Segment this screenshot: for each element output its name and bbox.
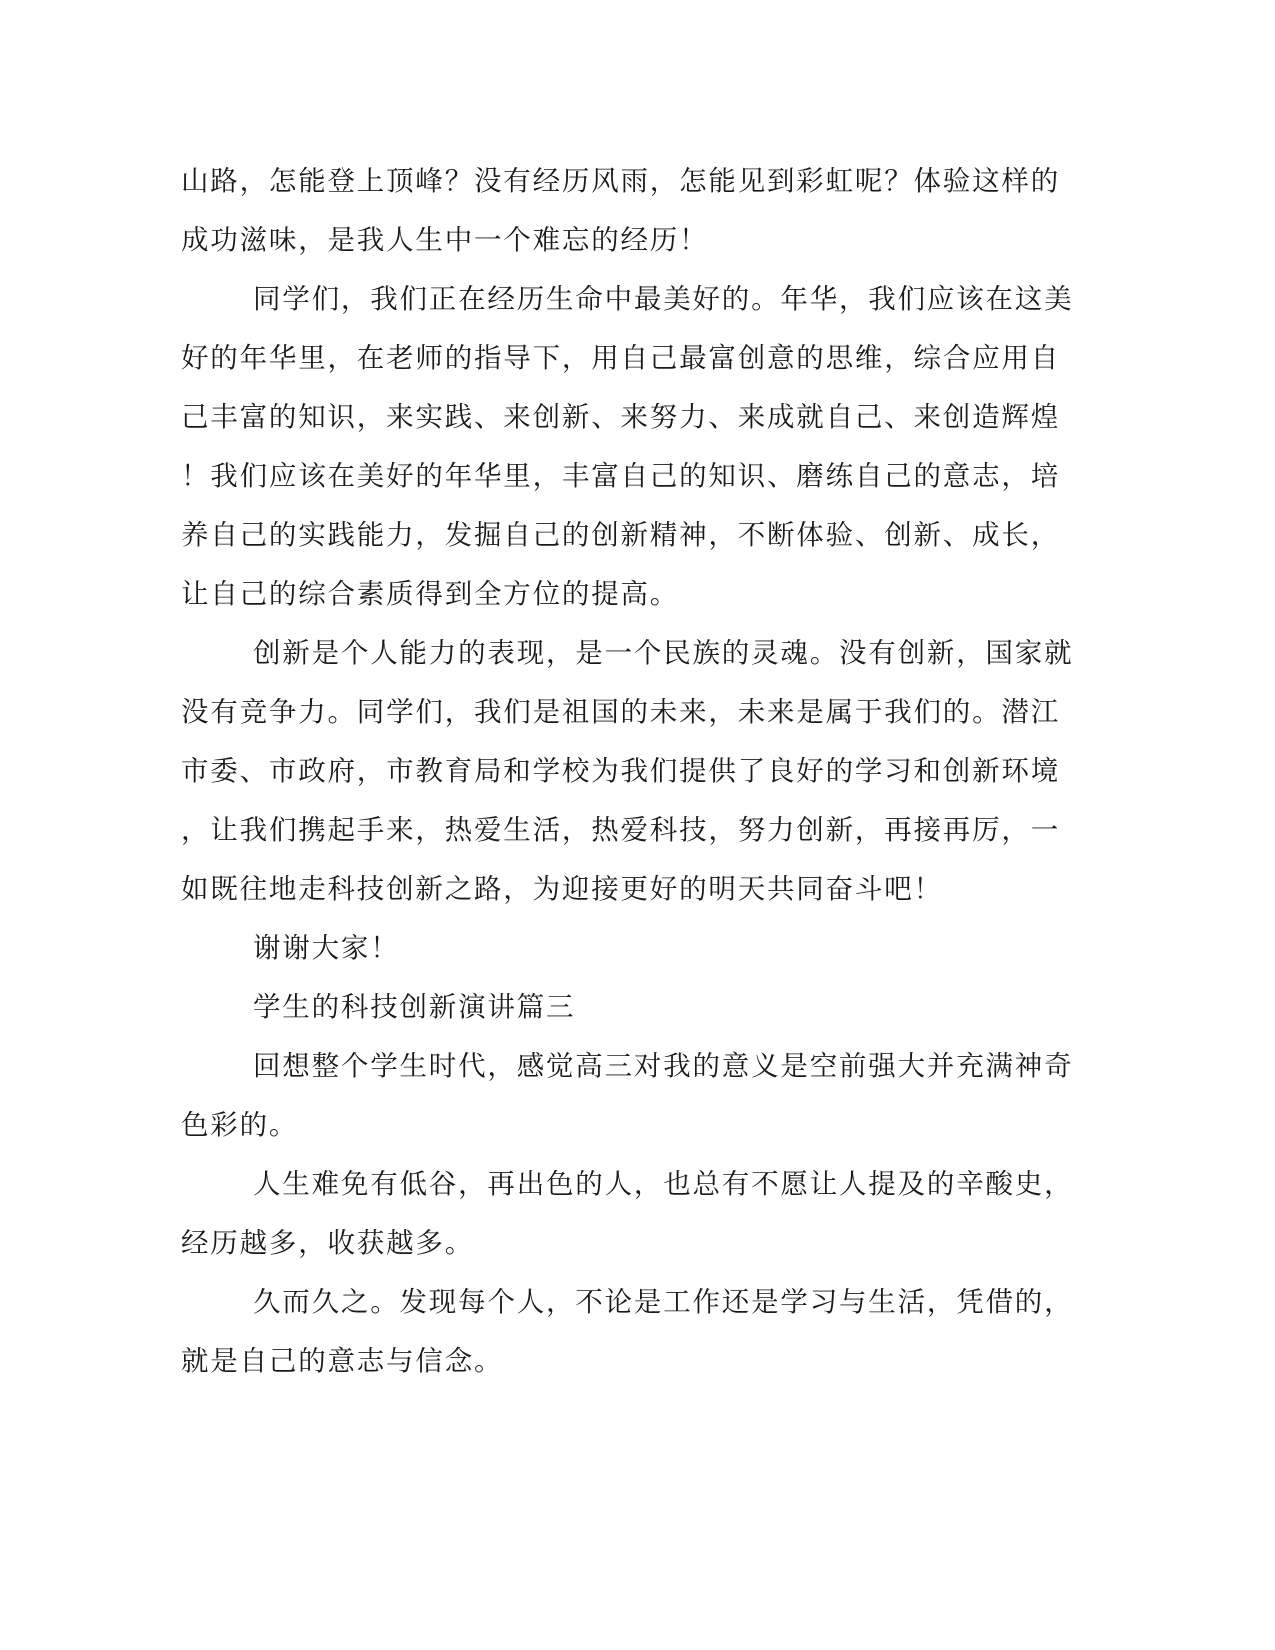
text-line: 养自己的实践能力，发掘自己的创新精神，不断体验、创新、成长， — [181, 519, 1060, 551]
text-line: 色彩的。 — [181, 1109, 299, 1141]
text-line: 山路，怎能登上顶峰？没有经历风雨，怎能见到彩虹呢？体验这样的 — [181, 165, 1060, 197]
paragraph-start: 人生难免有低谷，再出色的人，也总有不愿让人提及的辛酸史， — [253, 1168, 1074, 1200]
paragraph-start: 久而久之。发现每个人，不论是工作还是学习与生活，凭借的， — [253, 1286, 1074, 1318]
text-line: 让自己的综合素质得到全方位的提高。 — [181, 578, 680, 610]
text-line: 市委、市政府，市教育局和学校为我们提供了良好的学习和创新环境 — [181, 755, 1060, 787]
closing-line: 谢谢大家！ — [253, 932, 400, 964]
section-heading: 学生的科技创新演讲篇三 — [253, 991, 576, 1023]
text-line: 如既往地走科技创新之路，为迎接更好的明天共同奋斗吧！ — [181, 873, 943, 905]
text-line: 没有竞争力。同学们，我们是祖国的未来，未来是属于我们的。潜江 — [181, 696, 1060, 728]
paragraph-start: 回想整个学生时代，感觉高三对我的意义是空前强大并充满神奇 — [253, 1050, 1074, 1082]
text-line: ！我们应该在美好的年华里，丰富自己的知识、磨练自己的意志，培 — [181, 460, 1060, 492]
text-line: 经历越多，收获越多。 — [181, 1227, 474, 1259]
text-line: ，让我们携起手来，热爱生活，热爱科技，努力创新，再接再厉，一 — [181, 814, 1060, 846]
text-line: 好的年华里，在老师的指导下，用自己最富创意的思维，综合应用自 — [181, 342, 1060, 374]
text-line: 成功滋味，是我人生中一个难忘的经历！ — [181, 224, 709, 256]
text-line: 己丰富的知识，来实践、来创新、来努力、来成就自己、来创造辉煌 — [181, 401, 1060, 433]
paragraph-start: 同学们，我们正在经历生命中最美好的。年华，我们应该在这美 — [253, 283, 1074, 315]
paragraph-start: 创新是个人能力的表现，是一个民族的灵魂。没有创新，国家就 — [253, 637, 1074, 669]
text-line: 就是自己的意志与信念。 — [181, 1345, 504, 1377]
